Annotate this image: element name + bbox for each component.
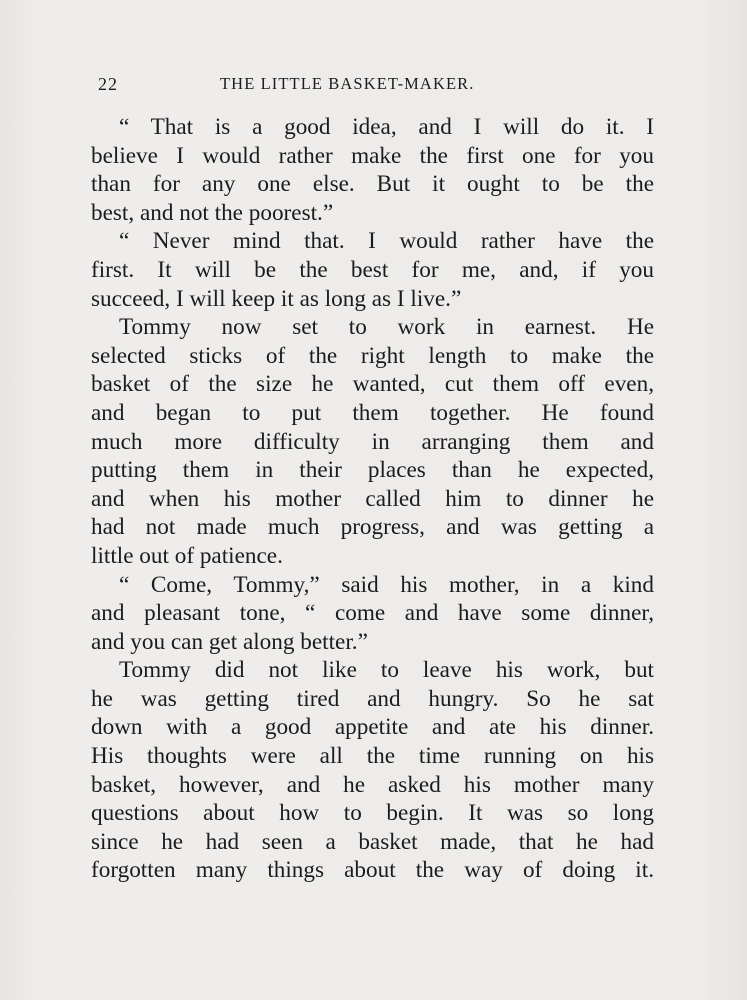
text-line: much more difficulty in arranging them and: [91, 428, 654, 455]
text-line: selected sticks of the right length to make the: [91, 342, 654, 369]
page-number: 22: [98, 74, 118, 94]
text-line: and when his mother called him to dinner he: [91, 485, 654, 512]
text-line: had not made much progress, and was getting a: [91, 514, 654, 541]
text-line: “ Come, Tommy,” said his mother, in a kind: [119, 571, 654, 598]
text-line: believe I would rather make the first one for you: [91, 142, 654, 169]
text-line: “ Never mind that. I would rather have the: [119, 228, 654, 255]
running-head: THE LITTLE BASKET-MAKER.: [220, 74, 475, 93]
text-line: best, and not the poorest.”: [91, 199, 334, 226]
text-line: forgotten many things about the way of doing it.: [91, 857, 654, 884]
body-text: [91, 113, 654, 885]
text-line: down with a good appetite and ate his dinner.: [91, 714, 654, 741]
page-header: [98, 74, 654, 96]
text-line: Tommy did not like to leave his work, but: [119, 657, 654, 684]
text-line: basket, however, and he asked his mother many: [91, 771, 654, 798]
text-line: putting them in their places than he expected,: [91, 457, 654, 484]
text-line: since he had seen a basket made, that he had: [91, 828, 654, 855]
text-line: Tommy now set to work in earnest. He: [119, 314, 654, 341]
text-line: succeed, I will keep it as long as I live.”: [91, 285, 462, 312]
text-line: “ That is a good idea, and I will do it. I: [119, 114, 654, 140]
text-line: and began to put them together. He found: [91, 399, 654, 426]
text-line: and you can get along better.”: [91, 628, 368, 655]
text-line: than for any one else. But it ought to be the: [91, 171, 654, 198]
text-line: first. It will be the best for me, and, if you: [91, 256, 654, 283]
text-line: questions about how to begin. It was so long: [91, 800, 654, 827]
text-line: little out of patience.: [91, 542, 283, 569]
text-line: and pleasant tone, “ come and have some dinner,: [91, 600, 654, 627]
text-line: he was getting tired and hungry. So he sat: [91, 685, 654, 712]
text-line: His thoughts were all the time running on his: [91, 743, 654, 770]
text-line: basket of the size he wanted, cut them off even,: [91, 371, 654, 398]
